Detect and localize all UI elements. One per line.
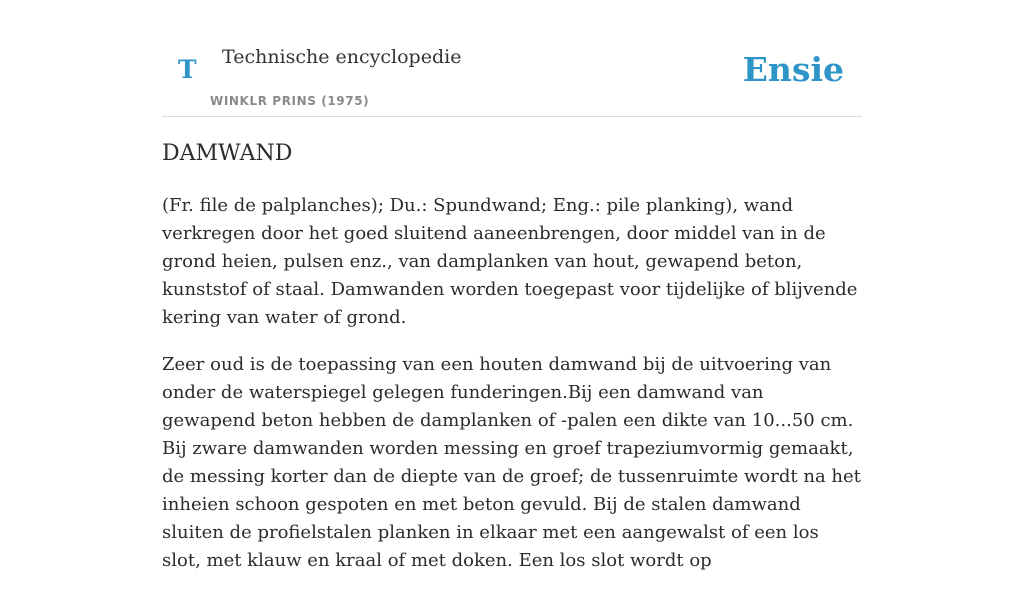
ensie-brand-logo[interactable]: Ensie xyxy=(742,50,844,89)
header xyxy=(162,0,862,117)
article-paragraph: Zeer oud is de toepassing van een houten damwand bij de uitvoering van onder de waterspiegel gelegen funderingen.Bij een damwand van gewapend beton hebben de damplanken of -palen een dikte van 10...50 cm. Bij zware damwanden worden messing en groef trapeziumvormig gemaakt, de messing korter dan de diepte van de groef; de tussenruimte wordt na het inheien schoon gespoten en met beton gevuld. Bij de stalen damwand sluiten de profielstalen planken in elkaar met een aangewalst of een los slot, met klauw en kraal of met doken. Een los slot wordt op xyxy=(162,354,861,571)
encyclopedia-title[interactable]: Technische encyclopedie xyxy=(222,46,462,68)
encyclopedia-subtitle: WINKLR PRINS (1975) xyxy=(210,94,370,108)
article-body xyxy=(162,192,862,594)
article-headword: DAMWAND xyxy=(162,141,293,166)
article-paragraph: (Fr. file de palplanches); Du.: Spundwand; Eng.: pile planking), wand verkregen door het goed sluitend aaneenbrengen, door middel van in de grond heien, pulsen enz., van damplanken van hout, gewapend beton, kunststof of staal. Damwanden worden toegepast voor tijdelijke of blijvende kering van water of grond. xyxy=(162,195,858,328)
encyclopedia-logo-icon[interactable]: T xyxy=(178,55,197,84)
